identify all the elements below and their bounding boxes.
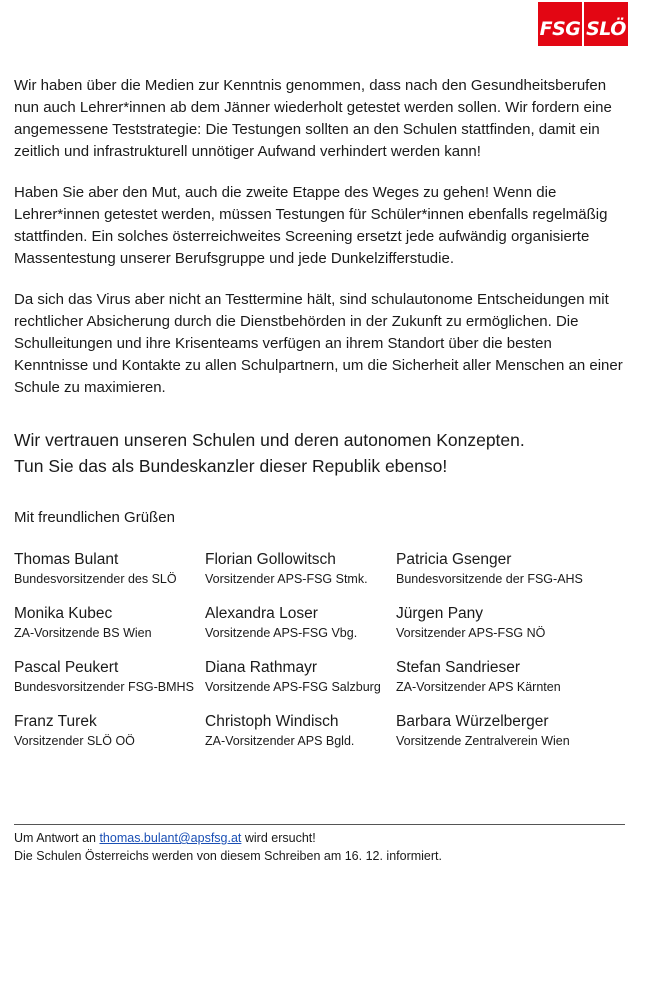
signer-name: Christoph Windisch xyxy=(205,713,339,730)
signer-role: ZA-Vorsitzender APS Kärnten xyxy=(396,680,561,694)
signer xyxy=(205,549,396,588)
signer xyxy=(396,549,624,588)
signer-role: Vorsitzender SLÖ OÖ xyxy=(14,734,135,748)
signer xyxy=(205,711,396,750)
signer-role: Vorsitzende APS-FSG Vbg. xyxy=(205,626,358,640)
signer-role: Vorsitzende APS-FSG Salzburg xyxy=(205,680,381,694)
signer-role: ZA-Vorsitzender APS Bgld. xyxy=(205,734,355,748)
signer-role: Bundesvorsitzender des SLÖ xyxy=(14,572,177,586)
signer xyxy=(396,711,624,750)
signer xyxy=(396,657,624,696)
signer-role: Vorsitzende Zentralverein Wien xyxy=(396,734,570,748)
signer-name: Alexandra Loser xyxy=(205,605,318,622)
signer-role: Vorsitzender APS-FSG NÖ xyxy=(396,626,546,640)
slogan-line-2: Tun Sie das als Bundeskanzler dieser Republik ebenso! xyxy=(14,456,448,476)
footer-divider xyxy=(14,824,625,825)
signer xyxy=(14,711,205,750)
reply-prefix: Um Antwort an xyxy=(14,831,100,845)
reply-email-link[interactable]: thomas.bulant@apsfsg.at xyxy=(99,831,242,845)
signer-name: Pascal Peukert xyxy=(14,659,119,676)
footer xyxy=(14,829,625,865)
letter-body xyxy=(14,75,624,750)
signer-name: Florian Gollowitsch xyxy=(205,551,336,568)
signer-name: Jürgen Pany xyxy=(396,605,484,622)
signer xyxy=(396,603,624,642)
signer-role: Vorsitzender APS-FSG Stmk. xyxy=(205,572,368,586)
paragraph-1: Wir haben über die Medien zur Kenntnis genommen, dass nach den Gesundheitsberufen nun auch Lehrer*innen ab dem Jänner wiederholt getestet werden sollen. Wir fordern eine angemessene Teststrategie: Die Testungen sollten an den Schulen stattfinden, damit ein zeitlich und infrastrukturell unnötiger Aufwand verhindert werden kann! xyxy=(14,77,612,160)
info-line: Die Schulen Österreichs werden von diesem Schreiben am 16. 12. informiert. xyxy=(14,849,442,863)
closing-greeting: Mit freundlichen Grüßen xyxy=(14,509,175,526)
slogan xyxy=(14,427,624,479)
fsg-slo-logo xyxy=(538,2,628,46)
signer-name: Franz Turek xyxy=(14,713,97,730)
signer-name: Thomas Bulant xyxy=(14,551,119,568)
signer-role: Bundesvorsitzender FSG-BMHS xyxy=(14,680,194,694)
reply-suffix: wird ersucht! xyxy=(241,831,316,845)
logo-fsg: FSG xyxy=(538,2,582,46)
signers-grid xyxy=(14,549,624,750)
signer xyxy=(205,603,396,642)
signer xyxy=(14,603,205,642)
signer xyxy=(14,657,205,696)
signer xyxy=(14,549,205,588)
signer xyxy=(205,657,396,696)
signer-role: ZA-Vorsitzende BS Wien xyxy=(14,626,152,640)
paragraph-2: Haben Sie aber den Mut, auch die zweite Etappe des Weges zu gehen! Wenn die Lehrer*innen getestet werden, müssen Testungen für Schüler*innen ebenfalls regelmäßig stattfinden. Ein solches österreichweites Screening ersetzt jede aufwändig organisierte Massentestung unserer Berufsgruppe und jede Dunkelzifferstudie. xyxy=(14,184,608,267)
signer-name: Diana Rathmayr xyxy=(205,659,317,676)
signer-name: Patricia Gsenger xyxy=(396,551,512,568)
signer-name: Barbara Würzelberger xyxy=(396,713,549,730)
signer-name: Stefan Sandrieser xyxy=(396,659,521,676)
paragraph-3: Da sich das Virus aber nicht an Testtermine hält, sind schulautonome Entscheidungen mit rechtlicher Absicherung durch die Dienstbehörden in der Zukunft zu ermöglichen. Die Schulleitungen und ihre Krisenteams verfügen an ihrem Standort über die besten Kenntnisse und Kontakte zu allen Schulpartnern, um die Sicherheit aller Menschen an einer Schule zu maximieren. xyxy=(14,291,623,396)
signer-role: Bundesvorsitzende der FSG-AHS xyxy=(396,572,583,586)
reply-line xyxy=(14,829,625,847)
slogan-line-1: Wir vertrauen unseren Schulen und deren autonomen Konzepten. xyxy=(14,430,525,450)
logo-slo: SLÖ xyxy=(582,2,628,46)
signer-name: Monika Kubec xyxy=(14,605,113,622)
